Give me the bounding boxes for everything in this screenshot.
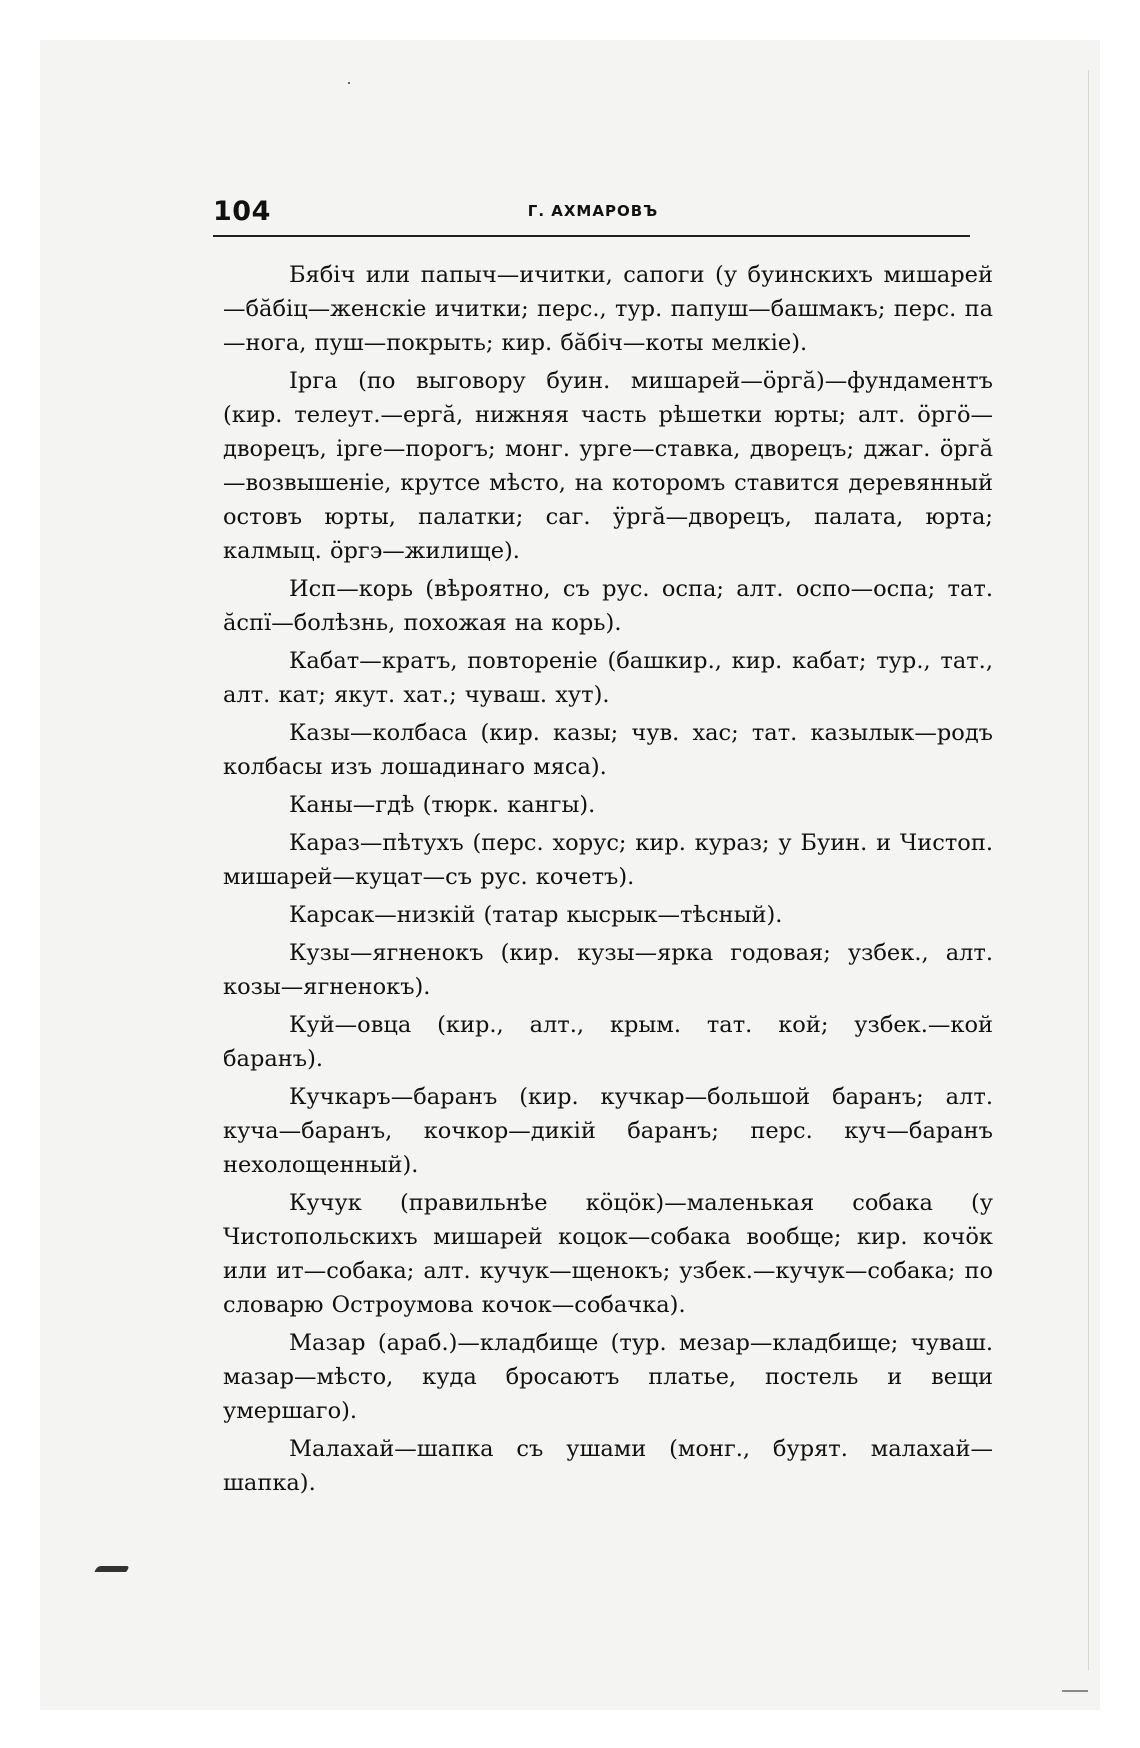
- ink-blot: [94, 1566, 129, 1572]
- glossary-entry-babich: Бябіч или папыч—ичитки, сапоги (у буинскихъ мишарей—бӑбіц—женскіе ичитки; перс., тур. папуш—башмакъ; перс. па—нога, пуш—покрыть; кир. бӑбіч—коты мелкіе).: [223, 262, 993, 356]
- glossary-entry-irga: Ірга (по выговору буин. мишарей—ӧргӑ)—фундаментъ (кир. телеут.—ергӑ, нижняя часть рѣшетки юрты; алт. ӧргӧ—дворецъ, ірге—порогъ; монг. урге—ставка, дворецъ; джаг. ӧргӑ—возвышеніе, крутсе мѣсто, на которомъ ставится деревянный остовъ юрты, палатки; саг. ӱргӑ—дворецъ, палата, юрта; калмыц. ӧргэ—жилище).: [223, 368, 993, 564]
- glossary-entry-kuy: Куй—овца (кир., алт., крым. тат. кой; узбек.—кой баранъ).: [223, 1012, 993, 1072]
- glossary-entry-kuzy: Кузы—ягненокъ (кир. кузы—ярка годовая; узбек., алт. козы—ягненокъ).: [223, 940, 993, 1000]
- glossary-entry-kuchkar: Кучкаръ—баранъ (кир. кучкар—большой баранъ; алт. куча—баранъ, кочкор—дикій баранъ; перс. куч—баранъ нехолощенный).: [223, 1084, 993, 1178]
- glossary-entry-malakhay: Малахай—шапка съ ушами (монг., бурят. малахай—шапка).: [223, 1436, 993, 1496]
- glossary-entry-kuchuk: Кучук (правильнѣе кӧцӧк)—маленькая собака (у Чистопольскихъ мишарей коцок—собака вообще; кир. кочӧк или ит—собака; алт. кучук—щенокъ; узбек.—кучук—собака; по словарю Остроумова кочок—собачка).: [223, 1190, 993, 1318]
- page-edge-mark: [1062, 1690, 1088, 1692]
- page-header: [213, 196, 973, 236]
- page-number: 104: [213, 196, 271, 227]
- glossary-entry-kabat: Кабат—кратъ, повтореніе (башкир., кир. кабат; тур., тат., алт. кат; якут. хат.; чуваш. хут).: [223, 648, 993, 708]
- glossary-body: [223, 258, 993, 1504]
- glossary-entry-isp: Исп—корь (вѣроятно, съ рус. оспа; алт. оспо—оспа; тат. ӑспї—болѣзнь, похожая на корь).: [223, 576, 993, 636]
- ink-speck: [348, 82, 350, 84]
- header-rule: [213, 235, 970, 237]
- glossary-entry-kazy: Казы—колбаса (кир. казы; чув. хас; тат. казылык—родъ колбасы изъ лошадинаго мяса).: [223, 720, 993, 780]
- glossary-entry-karaz: Караз—пѣтухъ (перс. хорус; кир. кураз; у Буин. и Чистоп. мишарей—куцат—съ рус. кочетъ).: [223, 830, 993, 890]
- running-head: Г. АХМАРОВЪ: [527, 202, 659, 220]
- glossary-entry-mazar: Мазар (араб.)—кладбище (тур. мезар—кладбище; чуваш. мазар—мѣсто, куда бросаютъ платье, постель и вещи умершаго).: [223, 1330, 993, 1424]
- glossary-entry-kany: Каны—гдѣ (тюрк. кангы).: [289, 792, 596, 818]
- glossary-entry-karsak: Карсак—низкій (татар кысрык—тѣсный).: [289, 902, 783, 928]
- page-edge-line: [1088, 70, 1089, 1670]
